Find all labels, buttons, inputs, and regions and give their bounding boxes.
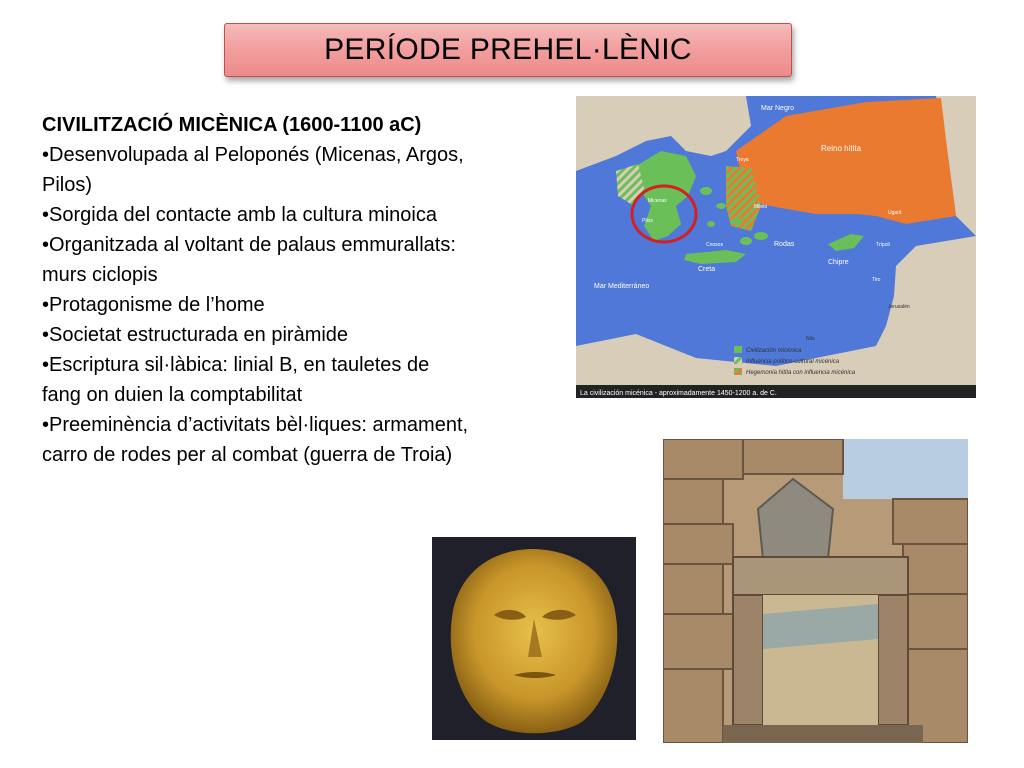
map-legend-swatch-influence bbox=[734, 357, 742, 364]
map-label-rhodes: Rodas bbox=[774, 241, 795, 248]
map-legend-label: Influencia político-cultural micénica bbox=[746, 359, 840, 365]
map-label-hittite: Reino hitita bbox=[821, 144, 862, 153]
map-label-cyprus: Chipre bbox=[828, 259, 849, 266]
map-label-pylos: Pilos bbox=[642, 218, 653, 224]
lion-gate-image bbox=[663, 439, 968, 743]
text-content bbox=[42, 110, 472, 470]
map-label-mediterranean: Mar Mediterráneo bbox=[594, 283, 650, 290]
map-caption: La civilización micénica - aproximadamente 1450-1200 a. de C. bbox=[580, 390, 777, 397]
map-label-tripoli: Trípoli bbox=[876, 242, 890, 248]
bullet-item: •Sorgida del contacte amb la cultura minoica bbox=[42, 204, 437, 226]
bullet-item: •Organitzada al voltant de palaus emmurallats: murs ciclopis bbox=[42, 234, 456, 286]
bullet-item: •Preeminència d’activitats bèl·liques: armament, carro de rodes per al combat (guerra de Troia) bbox=[42, 414, 469, 466]
bullet-item: •Protagonisme de l’home bbox=[42, 294, 265, 316]
map-island bbox=[740, 237, 752, 245]
map-island bbox=[716, 203, 726, 209]
map-island bbox=[707, 221, 715, 227]
map-legend-label: Civilización micénica bbox=[746, 348, 802, 354]
map-label-miletus: Mileto bbox=[754, 204, 768, 210]
map-label-crete: Creta bbox=[698, 266, 716, 273]
map-label-troy: Troya bbox=[736, 157, 749, 163]
map-island bbox=[700, 187, 712, 195]
map-label-black-sea: Mar Negro bbox=[761, 105, 795, 112]
map-legend-label: Hegemonía hitita con influencia micénica bbox=[746, 370, 856, 376]
bullet-item: •Societat estructurada en piràmide bbox=[42, 324, 349, 346]
gate-sky bbox=[843, 439, 968, 499]
map-label-mycenae: Micenas bbox=[648, 198, 667, 204]
map-label-cnossos: Cnosos bbox=[706, 242, 723, 248]
map-label-tyre: Tiro bbox=[872, 277, 881, 283]
gate-right-jamb bbox=[878, 595, 908, 725]
map-legend-swatch-hittite bbox=[734, 368, 742, 375]
mycenaean-map-image bbox=[576, 96, 976, 398]
gate-lintel bbox=[733, 557, 908, 595]
slide-title-box bbox=[224, 23, 792, 77]
map-label-nile: Nilo bbox=[806, 336, 815, 342]
map-island bbox=[731, 218, 741, 224]
map-label-ugarit: Ugarit bbox=[888, 210, 902, 216]
slide-title: PERÍODE PREHEL·LÈNIC bbox=[324, 33, 692, 66]
gate-left-jamb bbox=[733, 595, 763, 725]
gold-mask-image bbox=[432, 537, 636, 740]
bullet-item: •Escriptura sil·làbica: linial B, en tauletes de fang on duien la comptabilitat bbox=[42, 354, 430, 406]
map-legend-swatch-mycenaean bbox=[734, 346, 742, 353]
section-heading: CIVILITZACIÓ MICÈNICA (1600-1100 aC) bbox=[42, 114, 422, 136]
bullet-item: •Desenvolupada al Peloponés (Micenas, Argos, Pilos) bbox=[42, 144, 464, 196]
map-label-jerusalem: Jerusalén bbox=[888, 304, 910, 310]
map-island bbox=[754, 232, 768, 240]
